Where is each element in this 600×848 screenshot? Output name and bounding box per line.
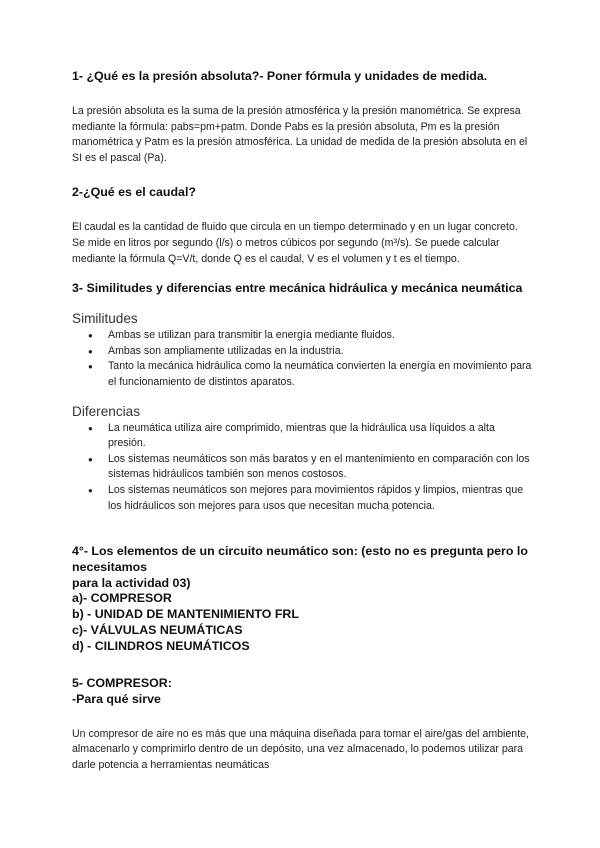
question-2-answer: El caudal es la cantidad de fluido que circula en un tiempo determinado y en un lugar concreto. Se mide en litros por segundo (l/s) o metros cúbicos por segundo (m³/s). Se puede calcular mediante la fórmula Q=V/t, donde Q es el caudal, V es el volumen y t es el tiempo. [72,221,518,265]
similitudes-list [72,328,532,390]
list-item: ● Los sistemas neumáticos son más baratos y en el mantenimiento en comparación con los sistemas hidráulicos también son menos costosos. [72,452,532,483]
question-2-heading: 2-¿Qué es el caudal? [72,185,196,200]
question-3-heading: 3- Similitudes y diferencias entre mecánica hidráulica y mecánica neumática [72,281,523,296]
list-item: ● Tanto la mecánica hidráulica como la neumática convierten la energía en movimiento para el funcionamiento de distintos aparatos. [72,359,532,390]
similitudes-title: Similitudes [72,311,138,327]
question-5-subheading: -Para qué sirve [72,691,161,706]
element-item: c)- VÁLVULAS NEUMÁTICAS [72,623,243,638]
question-4-heading: 4°- Los elementos de un circuito neumático son: (esto no es pregunta pero lo necesitamos [72,544,528,574]
question-1-heading: 1- ¿Qué es la presión absoluta?- Poner fórmula y unidades de medida. [72,69,488,83]
diferencias-title: Diferencias [72,403,140,419]
question-1-answer: La presión absoluta es la suma de la presión atmosférica y la presión manométrica. Se expresa mediante la fórmula: pabs=pm+patm. Donde Pabs es la presión absoluta, Pm es la presión manométrica y Patm es la presión atmosférica. La unidad de medida de la presión absoluta en el SI es el pascal (Pa). [72,105,528,164]
diferencias-list [72,421,532,515]
element-item: b) - UNIDAD DE MANTENIMIENTO FRL [72,607,299,622]
question-4-heading-continued: para la actividad 03) [72,575,191,590]
list-item: ● La neumática utiliza aire comprimido, mientras que la hidráulica usa líquidos a alta presión. [72,421,532,452]
document-page [72,68,532,773]
element-item: d) - CILINDROS NEUMÁTICOS [72,638,250,653]
list-item: ● Los sistemas neumáticos son mejores para movimientos rápidos y limpios, mientras que los hidráulicos son mejores para usos que necesitan mucha potencia. [72,483,532,514]
question-5-heading: 5- COMPRESOR: [72,675,172,690]
question-4-block [72,544,532,655]
list-item: ● Ambas se utilizan para transmitir la energía mediante fluidos. [72,328,532,344]
list-item: ● Ambas son ampliamente utilizadas en la industria. [72,344,532,360]
element-item: a)- COMPRESOR [72,591,172,606]
question-5-answer: Un compresor de aire no es más que una máquina diseñada para tomar el aire/gas del ambiente, almacenarlo y comprimirlo dentro de un depósito, una vez almacenado, lo podemos utilizar para darle potencia a herramientas neumáticas [72,727,529,771]
